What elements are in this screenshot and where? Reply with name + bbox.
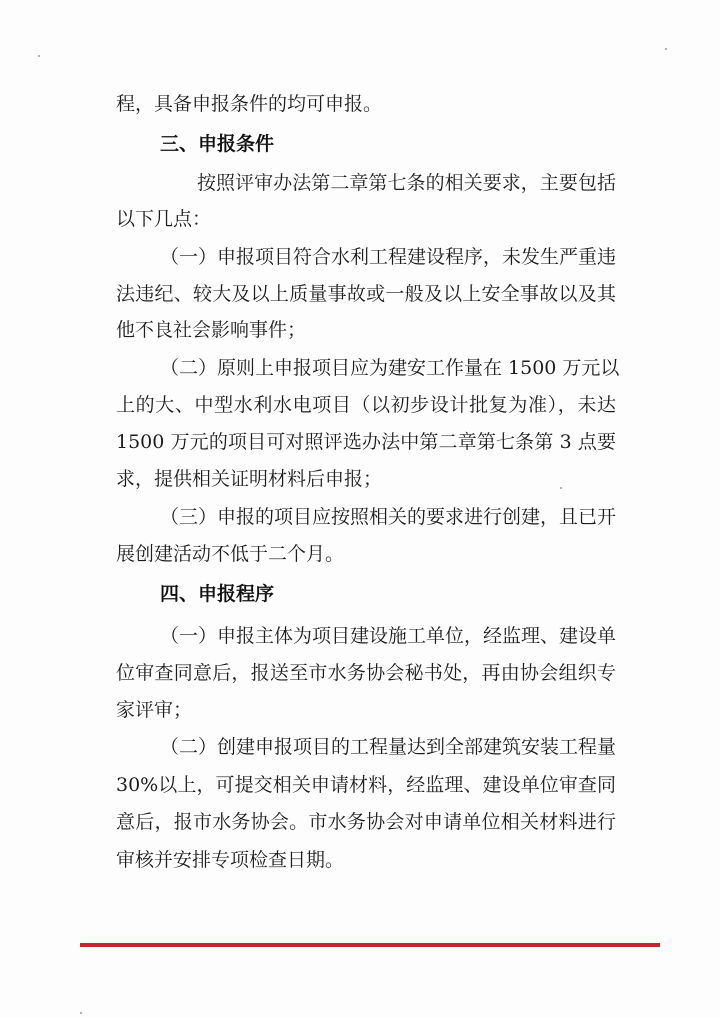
list-item-line: （三）申报的项目应按照相关的要求进行创建，且已开 bbox=[160, 506, 617, 528]
list-item-line: （二）原则上申报项目应为建安工作量在 1500 万元以 bbox=[160, 357, 620, 379]
scan-speck bbox=[80, 1012, 82, 1014]
list-item-line: 家评审； bbox=[116, 699, 193, 721]
list-item-line: 位审查同意后，报送至市水务协会秘书处，再由协会组织专 bbox=[116, 662, 616, 684]
list-item-line: 审核并安排专项检查日期。 bbox=[116, 849, 345, 871]
list-item-line: 30%以上，可提交相关申请材料，经监理、建设单位审查同 bbox=[116, 774, 616, 796]
paragraph-line: 按照评审办法第二章第七条的相关要求，主要包括 bbox=[197, 172, 616, 194]
list-item-line: 意后，报市水务协会。市水务协会对申请单位相关材料进行 bbox=[116, 811, 616, 833]
scan-speck bbox=[38, 55, 40, 57]
list-item-line: 求，提供相关证明材料后申报； bbox=[116, 468, 383, 490]
list-item-line: （一）申报项目符合水利工程建设程序，未发生严重违 bbox=[160, 246, 617, 268]
paragraph-line: 程，具备申报条件的均可申报。 bbox=[116, 93, 383, 115]
scan-speck bbox=[665, 48, 667, 50]
footer-red-rule bbox=[80, 943, 660, 947]
list-item-line: 展创建活动不低于二个月。 bbox=[116, 543, 345, 565]
list-item-line: （一）申报主体为项目建设施工单位，经监理、建设单 bbox=[160, 625, 617, 647]
scan-speck bbox=[560, 487, 562, 489]
list-item-line: 法违纪、较大及以上质量事故或一般及以上安全事故以及其 bbox=[116, 283, 616, 305]
list-item-line: 1500 万元的项目可对照评选办法中第二章第七条第 3 点要 bbox=[116, 431, 616, 453]
section-heading-procedure: 四、申报程序 bbox=[160, 583, 275, 605]
paragraph-line: 以下几点： bbox=[116, 208, 212, 230]
list-item-line: 他不良社会影响事件； bbox=[116, 319, 307, 341]
list-item-line: 上的大、中型水利水电项目（以初步设计批复为准），未达 bbox=[116, 394, 616, 416]
section-heading-conditions: 三、申报条件 bbox=[160, 133, 275, 155]
list-item-line: （二）创建申报项目的工程量达到全部建筑安装工程量 bbox=[160, 736, 617, 758]
